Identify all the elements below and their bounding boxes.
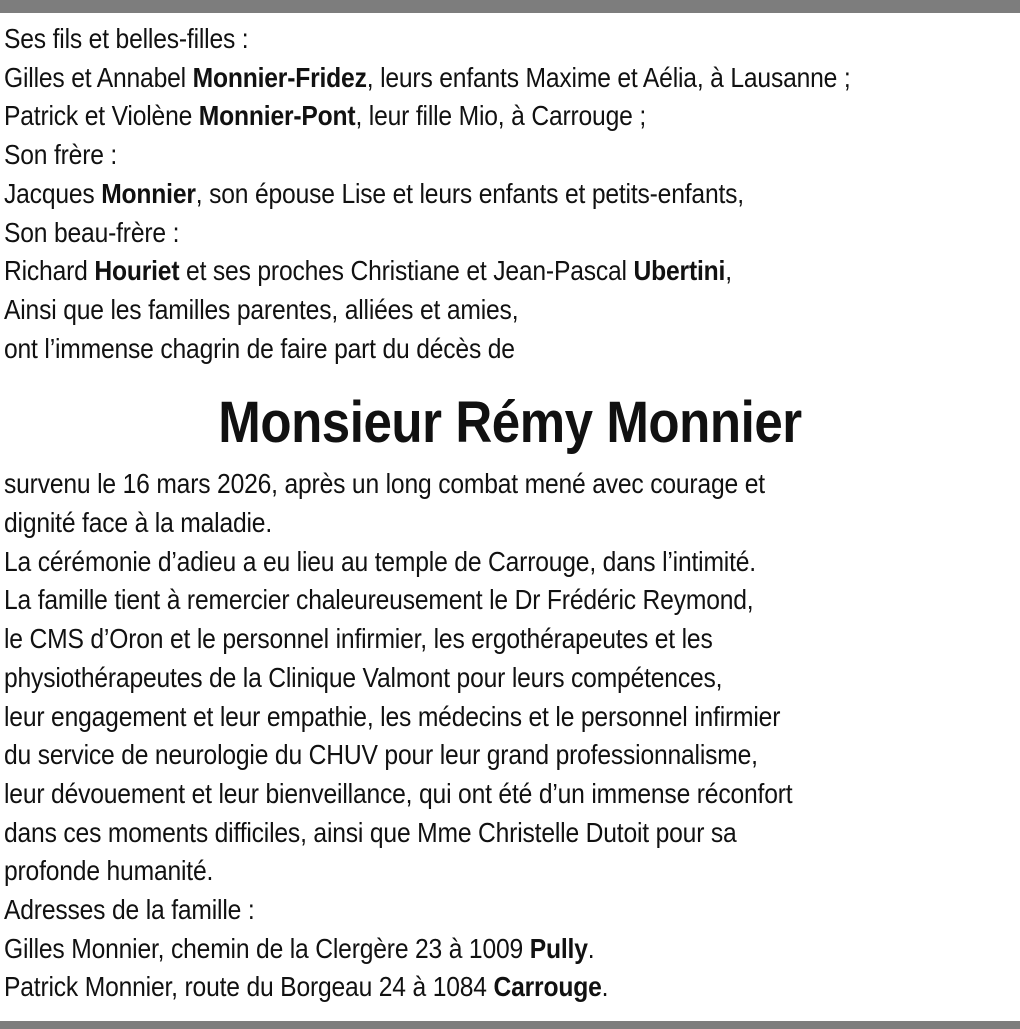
obituary-notice — [0, 13, 1020, 1007]
top-border-bar — [0, 0, 1020, 13]
text-segment: du service de neurologie du CHUV pour leur grand professionnalisme, — [4, 739, 758, 771]
text-segment: Ses fils et belles-filles : — [4, 23, 249, 54]
bold-name-segment: Monnier — [101, 177, 196, 209]
text-segment: et ses proches Christiane et Jean-Pascal — [179, 255, 634, 287]
text-line — [4, 698, 898, 737]
text-line — [4, 775, 898, 814]
text-line — [4, 543, 898, 582]
body-lines — [4, 465, 1020, 1007]
bold-name-segment: Monnier-Pont — [198, 100, 356, 132]
text-line — [4, 581, 898, 620]
text-segment: , leur fille Mio, à Carrouge ; — [355, 100, 646, 132]
text-segment: Son beau-frère : — [4, 216, 180, 248]
text-line — [4, 736, 898, 775]
text-segment: , — [725, 255, 732, 287]
text-segment: Son frère : — [4, 139, 118, 171]
text-segment: Adresses de la famille : — [4, 894, 255, 926]
text-line — [4, 175, 898, 214]
intro-lines — [4, 20, 1020, 368]
text-line — [4, 659, 898, 698]
text-line — [4, 20, 898, 59]
text-line — [4, 252, 898, 291]
text-line — [4, 465, 898, 504]
text-segment: , son épouse Lise et leurs enfants et petits-enfants, — [195, 177, 744, 209]
text-line — [4, 930, 898, 969]
text-line — [4, 214, 898, 253]
text-segment: Jacques — [4, 177, 102, 209]
text-segment: ont l’immense chagrin de faire part du décès de — [4, 332, 515, 364]
text-segment: La famille tient à remercier chaleureusement le Dr Frédéric Reymond, — [4, 584, 754, 616]
bold-name-segment: Ubertini — [633, 255, 726, 287]
text-segment: Ainsi que les familles parentes, alliées et amies, — [4, 293, 519, 325]
text-line — [4, 504, 898, 543]
text-line — [4, 97, 898, 136]
text-segment: survenu le 16 mars 2026, après un long combat mené avec courage et — [4, 468, 765, 500]
bold-name-segment: Houriet — [94, 255, 180, 287]
text-segment: Gilles et Annabel — [4, 61, 193, 93]
text-segment: dignité face à la maladie. — [4, 507, 273, 539]
text-line — [4, 814, 898, 853]
bold-name-segment: Carrouge — [493, 971, 602, 1003]
text-line — [4, 852, 898, 891]
text-segment: profonde humanité. — [4, 855, 214, 887]
text-line — [4, 891, 898, 930]
text-segment: physiothérapeutes de la Clinique Valmont pour leurs compétences, — [4, 661, 723, 693]
text-line — [4, 620, 898, 659]
deceased-name-title: Monsieur Rémy Monnier — [218, 390, 802, 456]
bold-name-segment: Pully — [529, 932, 588, 964]
text-segment: Richard — [4, 255, 95, 287]
text-line — [4, 59, 898, 98]
text-segment: . — [601, 971, 609, 1003]
text-segment: Patrick Monnier, route du Borgeau 24 à 1084 — [4, 971, 494, 1003]
text-segment: , leurs enfants Maxime et Aélia, à Lausanne ; — [366, 61, 851, 93]
text-segment: le CMS d’Oron et le personnel infirmier, les ergothérapeutes et les — [4, 623, 713, 655]
text-segment: La cérémonie d’adieu a eu lieu au temple de Carrouge, dans l’intimité. — [4, 545, 756, 577]
bottom-border-bar — [0, 1021, 1020, 1029]
text-segment: leur engagement et leur empathie, les médecins et le personnel infirmier — [4, 700, 781, 732]
text-segment: dans ces moments difficiles, ainsi que Mme Christelle Dutoit pour sa — [4, 816, 737, 848]
bold-name-segment: Monnier-Fridez — [192, 61, 367, 93]
text-line — [4, 291, 898, 330]
text-segment: leur dévouement et leur bienveillance, qui ont été d’un immense réconfort — [4, 777, 793, 809]
text-line — [4, 968, 898, 1007]
text-line — [4, 136, 898, 175]
text-segment: Patrick et Violène — [4, 100, 199, 132]
text-segment: . — [587, 932, 595, 964]
text-segment: Gilles Monnier, chemin de la Clergère 23 à 1009 — [4, 932, 530, 964]
text-line — [4, 330, 898, 369]
